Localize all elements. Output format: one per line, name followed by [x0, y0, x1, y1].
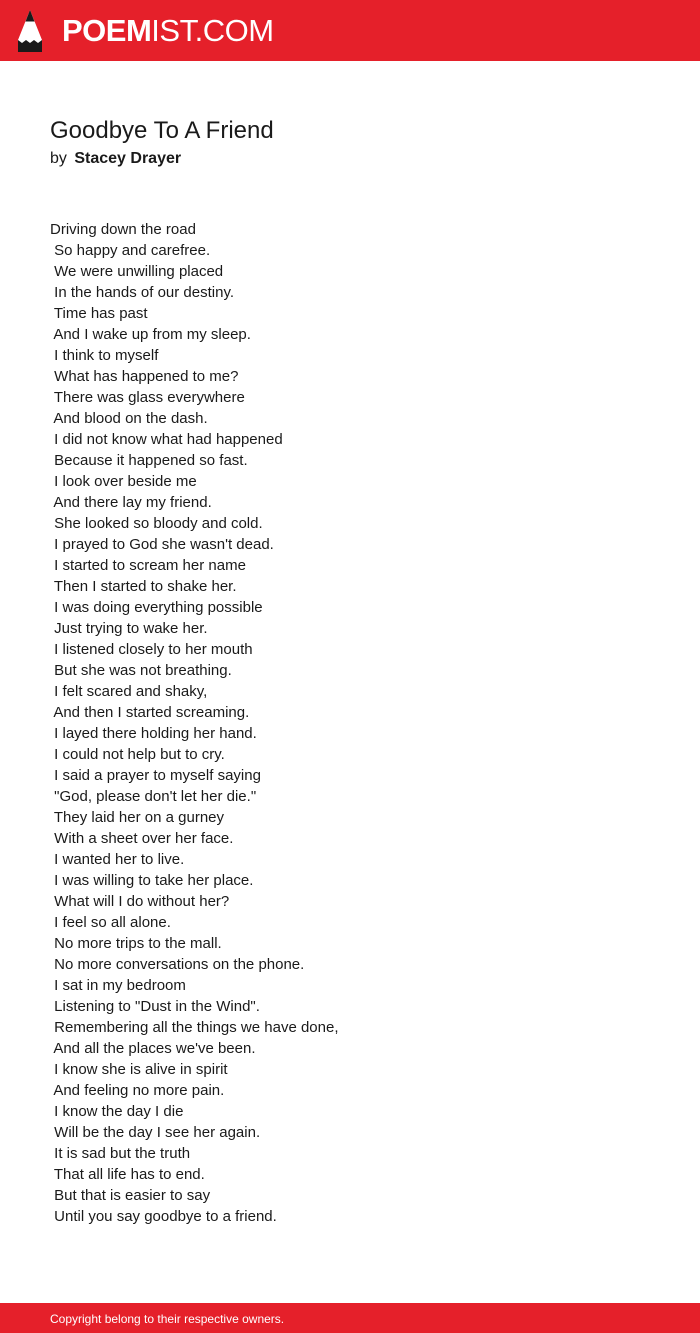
by-label: by [50, 150, 67, 167]
poem-line: I think to myself [50, 347, 159, 364]
poem-line: What has happened to me? [50, 368, 239, 385]
logo-text-light: IST.COM [151, 13, 274, 48]
poem-line: I started to scream her name [50, 557, 246, 574]
poem-line: Time has past [50, 305, 148, 322]
poem-line: And feeling no more pain. [50, 1082, 225, 1099]
logo-text-bold: POEM [62, 13, 152, 48]
poem-line: And then I started screaming. [50, 704, 250, 721]
poem-line: So happy and carefree. [50, 242, 211, 259]
site-header [0, 0, 700, 61]
poem-line: I said a prayer to myself saying [50, 767, 261, 784]
poem-line: What will I do without her? [50, 893, 230, 910]
poem-line: I look over beside me [50, 473, 197, 490]
poem-line: We were unwilling placed [50, 263, 224, 280]
poem-line: Until you say goodbye to a friend. [50, 1208, 277, 1225]
poem-line: There was glass everywhere [50, 389, 245, 406]
poem-line: It is sad but the truth [50, 1145, 191, 1162]
poem-line: But that is easier to say [50, 1187, 211, 1204]
poem-line: No more trips to the mall. [50, 935, 222, 952]
poem-line: And I wake up from my sleep. [50, 326, 251, 343]
poem-line: Then I started to shake her. [50, 578, 237, 595]
poem-line: Will be the day I see her again. [50, 1124, 261, 1141]
site-footer [0, 1303, 700, 1333]
poem-line: "God, please don't let her die." [50, 788, 257, 805]
poem-title: Goodbye To A Friend [50, 117, 274, 144]
poem-line: Just trying to wake her. [50, 620, 208, 637]
poem-line: And all the places we've been. [50, 1040, 256, 1057]
poem-line: I could not help but to cry. [50, 746, 225, 763]
site-logo-link[interactable] [18, 10, 274, 52]
poem-line: I prayed to God she wasn't dead. [50, 536, 274, 553]
poem-line: No more conversations on the phone. [50, 956, 305, 973]
poem-line: I know the day I die [50, 1103, 184, 1120]
poem-line: And there lay my friend. [50, 494, 212, 511]
poem-line: That all life has to end. [50, 1166, 205, 1183]
poem-line: Because it happened so fast. [50, 452, 248, 469]
poem-line: I felt scared and shaky, [50, 683, 208, 700]
poem-line: Driving down the road [50, 221, 196, 238]
poem-line: I was willing to take her place. [50, 872, 254, 889]
poem-line: I know she is alive in spirit [50, 1061, 228, 1078]
poem-line: I listened closely to her mouth [50, 641, 253, 658]
poem-line: I layed there holding her hand. [50, 725, 257, 742]
poem-line: But she was not breathing. [50, 662, 232, 679]
poem-line: With a sheet over her face. [50, 830, 234, 847]
poem-line: They laid her on a gurney [50, 809, 225, 826]
poem-line: I was doing everything possible [50, 599, 263, 616]
poem-line: I did not know what had happened [50, 431, 283, 448]
poem-line: Remembering all the things we have done, [50, 1019, 339, 1036]
poem-line: I sat in my bedroom [50, 977, 186, 994]
poem-line: I feel so all alone. [50, 914, 171, 931]
copyright-text: Copyright belong to their respective owners. [50, 1312, 285, 1326]
poem-body [50, 219, 650, 1227]
poem-line: Listening to "Dust in the Wind". [50, 998, 260, 1015]
pencil-tip-icon [18, 10, 42, 52]
poem-line: In the hands of our destiny. [50, 284, 235, 301]
site-logo-text [62, 10, 274, 52]
poem-line: And blood on the dash. [50, 410, 208, 427]
author-name[interactable]: Stacey Drayer [74, 150, 182, 167]
poem-line: She looked so bloody and cold. [50, 515, 263, 532]
poem-line: I wanted her to live. [50, 851, 185, 868]
poem-byline [50, 148, 181, 170]
